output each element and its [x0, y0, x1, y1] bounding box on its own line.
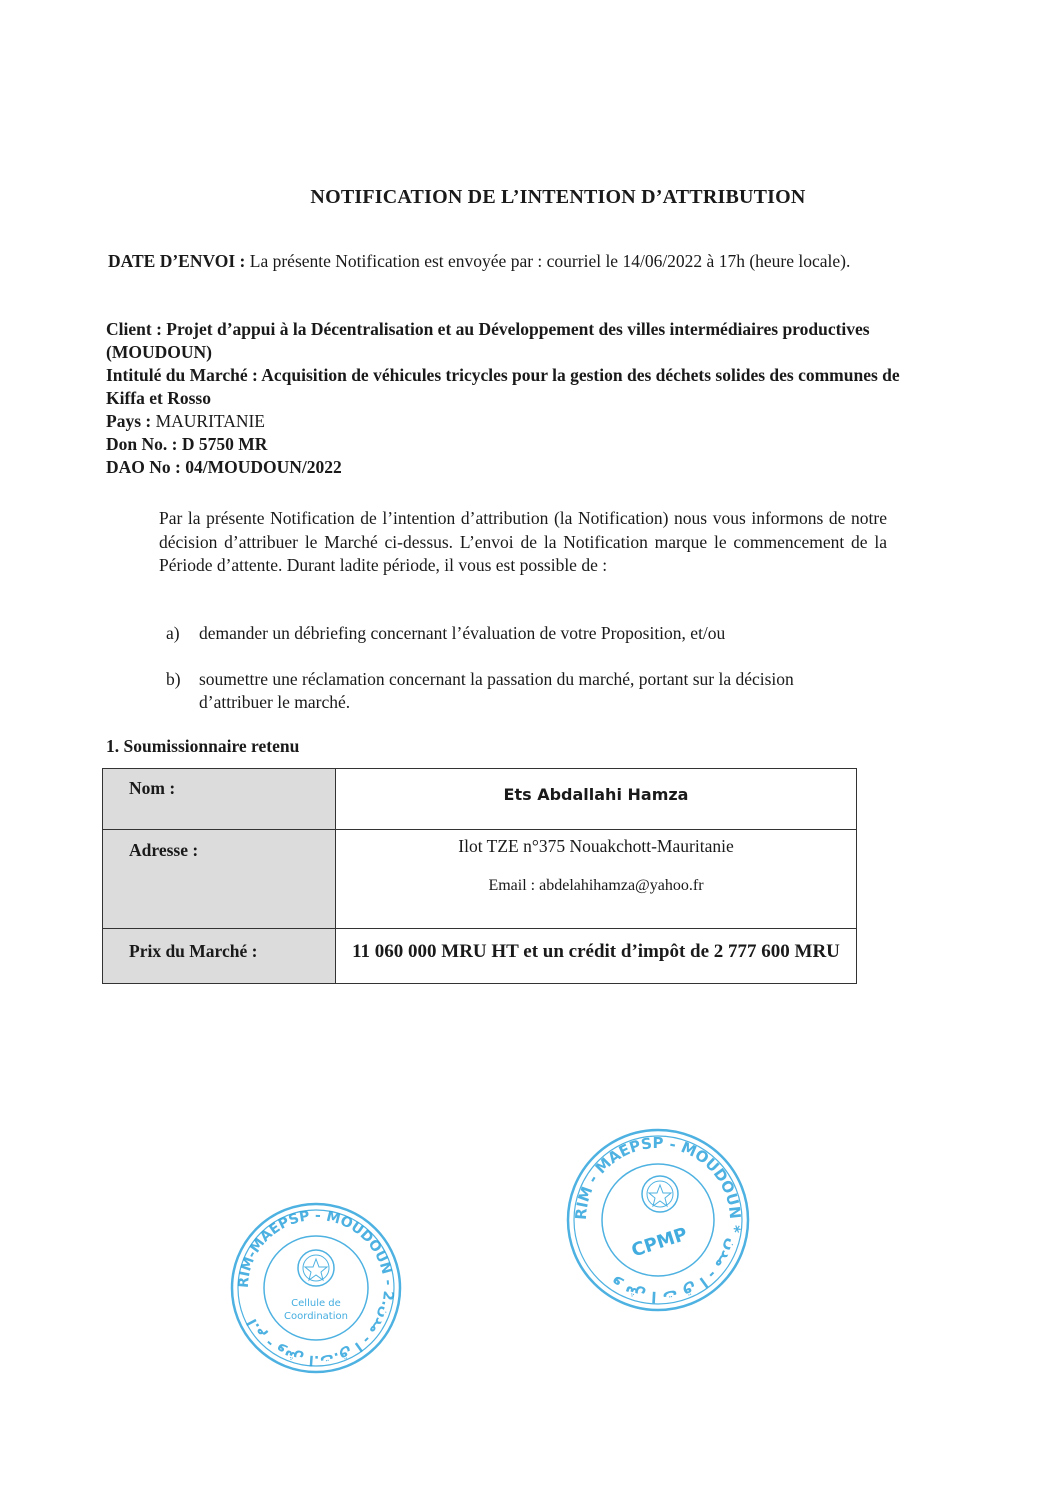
client-text: Projet d’appui à la Décentralisation et au Développement des villes intermédiaires productives (MOUDOUN) [106, 319, 870, 362]
table-row [103, 929, 857, 984]
stamp-center-text: Cellule de [291, 1298, 341, 1309]
cpmp-stamp [560, 1122, 756, 1318]
table-row [103, 830, 857, 929]
dao-line [106, 456, 926, 479]
email-value: Email : abdelahihamza@yahoo.fr [488, 877, 704, 894]
stamp-ring-text: RIM - MAEPSP - MOUDOUN * و ش ا ت ق ا - مدن [571, 1133, 745, 1307]
marche-text: Acquisition de véhicules tricycles pour la gestion des déchets solides des communes de Kiffa et Rosso [106, 365, 900, 408]
marche-label: Intitulé du Marché : [106, 365, 258, 385]
client-line [106, 318, 926, 364]
date-label: DATE D’ENVOI : [108, 251, 246, 271]
client-label: Client : [106, 319, 162, 339]
award-table [102, 768, 857, 984]
don-text: D 5750 MR [181, 434, 268, 454]
table-row [103, 769, 857, 830]
adresse-label: Adresse : [103, 830, 336, 929]
stamp-center-text: Coordination [284, 1311, 348, 1322]
section-heading: 1. Soumissionnaire retenu [106, 736, 300, 756]
dao-text: 04/MOUDOUN/2022 [185, 457, 342, 477]
list-item-marker: a) [166, 623, 180, 643]
dao-label: DAO No : [106, 457, 181, 477]
pays-line [106, 410, 926, 433]
list-item-text: demander un débriefing concernant l’évaluation de votre Proposition, et/ou [199, 623, 726, 643]
list-item-text: soumettre une réclamation concernant la passation du marché, portant sur la décision d’attribuer le marché. [199, 669, 794, 712]
adresse-cell [336, 830, 857, 929]
intro-paragraph: Par la présente Notification de l’intention d’attribution (la Notification) nous vous informons de notre décision d’attribuer le Marché ci-dessus. L’envoi de la Notification marque le commencement de la Période d’attente. Durant ladite période, il vous est possible de : [159, 508, 887, 575]
document-title: NOTIFICATION DE L’INTENTION D’ATTRIBUTION [310, 186, 806, 208]
don-label: Don No. : [106, 434, 178, 454]
nom-label: Nom : [103, 769, 336, 830]
date-text: La présente Notification est envoyée par : courriel le 14/06/2022 à 17h (heure locale). [249, 251, 851, 271]
meta-block [106, 318, 926, 479]
pays-text: MAURITANIE [155, 411, 265, 431]
prix-label: Prix du Marché : [103, 929, 336, 984]
stamp-ring-text: RIM-MAEPSP - MOUDOUN - 2.ا.م - وش ا.ت.ق ا - مدن [235, 1207, 397, 1369]
list-item-marker: b) [166, 669, 181, 689]
prix-value: 11 060 000 MRU HT et un crédit d’impôt de 2 777 600 MRU [336, 929, 857, 984]
stamp-center-text: CPMP [628, 1223, 691, 1262]
adresse-value: Ilot TZE n°375 Nouakchott-Mauritanie [458, 836, 734, 856]
don-line [106, 433, 926, 456]
coordination-stamp [226, 1198, 406, 1378]
date-paragraph [108, 250, 918, 273]
pays-label: Pays : [106, 411, 152, 431]
marche-line [106, 364, 926, 410]
nom-value: Ets Abdallahi Hamza [336, 769, 857, 830]
